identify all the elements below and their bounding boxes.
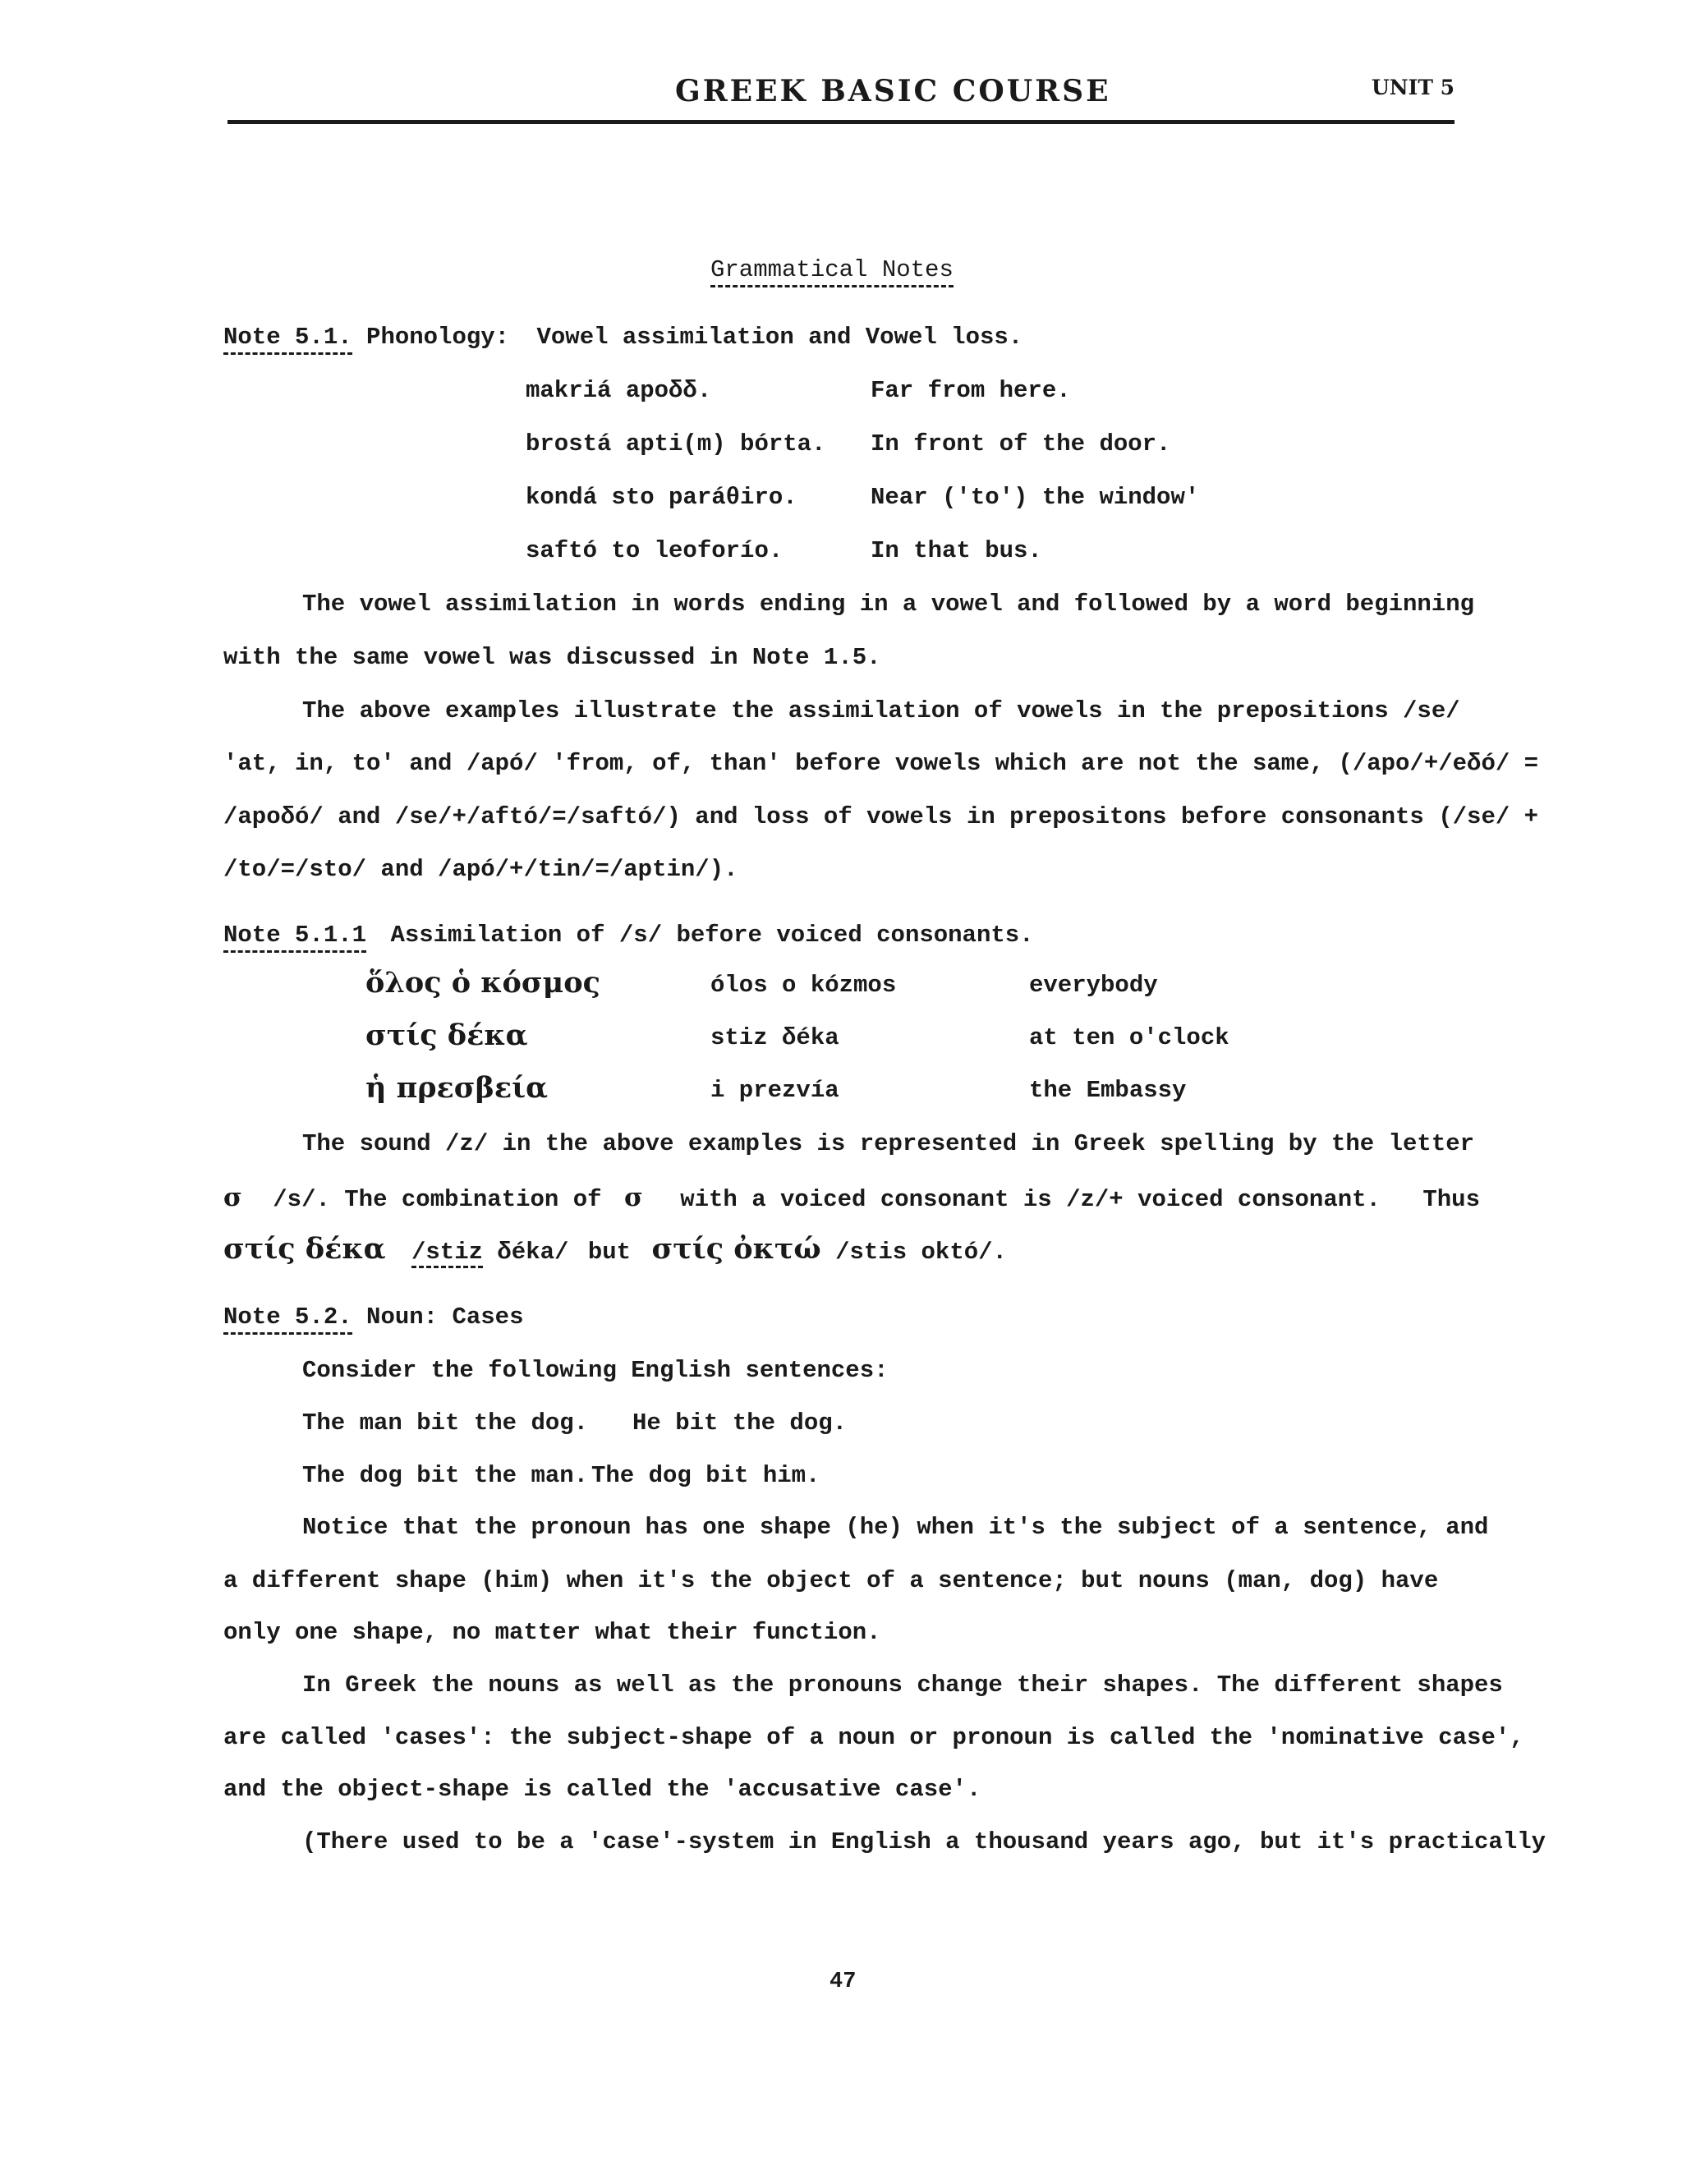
example-english: In that bus.	[871, 537, 1042, 564]
text-run: /s/. The combination of	[273, 1186, 602, 1213]
greek-translit: ólos o kózmos	[710, 972, 897, 999]
running-header-title: GREEK BASIC COURSE	[675, 74, 1111, 108]
note-5-1-1-heading	[223, 922, 1034, 949]
greek-english: the Embassy	[1029, 1077, 1187, 1104]
example-translit: kondá sto paráθiro.	[526, 484, 797, 511]
paragraph-line: with the same vowel was discussed in Note 1.5.	[223, 644, 881, 671]
transliteration: /stiz	[411, 1239, 483, 1268]
greek-example: στίς δέκα	[365, 1018, 528, 1052]
example-english: Far from here.	[871, 377, 1071, 404]
transliteration: δéka/	[497, 1239, 569, 1266]
paragraph-line: In Greek the nouns as well as the pronouns change their shapes. The different shapes	[302, 1671, 1503, 1699]
paragraph-line: /apoδó/ and /se/+/aftó/=/saftó/) and loss of vowels in prepositons before consonants (/se/ +	[223, 803, 1539, 830]
note-heading: Noun: Cases	[366, 1304, 524, 1331]
note-topic: Phonology:	[366, 324, 510, 351]
paragraph-line: and the object-shape is called the 'accusative case'.	[223, 1776, 981, 1803]
greek-example: ἡ πρεσβεία	[365, 1071, 548, 1105]
note-label: Note 5.1.1	[223, 922, 366, 953]
header-rule	[227, 120, 1455, 124]
example-translit: makriá apoδδ.	[526, 377, 712, 404]
example-translit: saftó to leoforío.	[526, 537, 784, 564]
paragraph-line: The sound /z/ in the above examples is represented in Greek spelling by the letter	[302, 1130, 1475, 1157]
paragraph-line: Consider the following English sentences:	[302, 1357, 889, 1384]
greek-translit: i prezvía	[710, 1077, 839, 1104]
paragraph-line: /to/=/sto/ and /apó/+/tin/=/aptin/).	[223, 856, 738, 883]
note-heading: Vowel assimilation and Vowel loss.	[536, 324, 1023, 351]
sigma-letter: σ	[623, 1183, 643, 1212]
paragraph-line: The vowel assimilation in words ending in a vowel and followed by a word beginning	[302, 591, 1475, 618]
greek-example-line	[223, 1232, 1007, 1266]
paragraph-line	[223, 1183, 1480, 1213]
transliteration: /stis októ/.	[835, 1239, 1007, 1266]
note-label: Note 5.2.	[223, 1304, 352, 1335]
text-run: with a voiced consonant is /z/+ voiced consonant.	[680, 1186, 1381, 1213]
paragraph-line: a different shape (him) when it's the object of a sentence; but nouns (man, dog) have	[223, 1567, 1439, 1594]
section-title	[710, 256, 954, 283]
greek-english: at ten o'clock	[1029, 1024, 1229, 1051]
text-run: Thus	[1422, 1186, 1480, 1213]
paragraph-line: The above examples illustrate the assimilation of vowels in the prepositions /se/	[302, 697, 1460, 724]
paragraph-line: 'at, in, to' and /apó/ 'from, of, than' before vowels which are not the same, (/apo/+/eδó/ =	[223, 750, 1539, 777]
greek-english: everybody	[1029, 972, 1158, 999]
running-header-unit: UNIT 5	[1372, 76, 1455, 99]
example-sentence: He bit the dog.	[632, 1409, 848, 1437]
greek-example: ὅλος ὁ κόσμος	[365, 966, 600, 1000]
paragraph-line: (There used to be a 'case'-system in English a thousand years ago, but it's practically	[302, 1828, 1546, 1855]
greek-translit: stiz δéka	[710, 1024, 839, 1051]
paragraph-line: only one shape, no matter what their function.	[223, 1619, 881, 1646]
note-heading: Assimilation of /s/ before voiced consonants.	[390, 922, 1034, 949]
example-english: Near ('to') the window'	[871, 484, 1200, 511]
paragraph-line: Notice that the pronoun has one shape (he) when it's the subject of a sentence, and	[302, 1514, 1489, 1541]
greek-example: στίς ὀκτώ	[651, 1232, 821, 1266]
note-5-1-heading	[223, 324, 1023, 351]
text-run: but	[587, 1239, 632, 1266]
note-label: Note 5.1.	[223, 324, 352, 355]
example-english: In front of the door.	[871, 430, 1171, 457]
note-5-2-heading	[223, 1304, 523, 1331]
paragraph-line: are called 'cases': the subject-shape of a noun or pronoun is called the 'nominative case',	[223, 1724, 1524, 1751]
example-sentence: The dog bit the man.	[302, 1462, 589, 1489]
page-number: 47	[830, 1970, 857, 1994]
example-sentence: The dog bit him.	[591, 1462, 820, 1489]
example-sentence: The man bit the dog.	[302, 1409, 589, 1437]
example-translit: brostá apti(m) bórta.	[526, 430, 826, 457]
greek-example: στίς δέκα	[223, 1232, 386, 1266]
section-title-text: Grammatical Notes	[710, 256, 954, 287]
sigma-letter: σ	[223, 1183, 242, 1212]
